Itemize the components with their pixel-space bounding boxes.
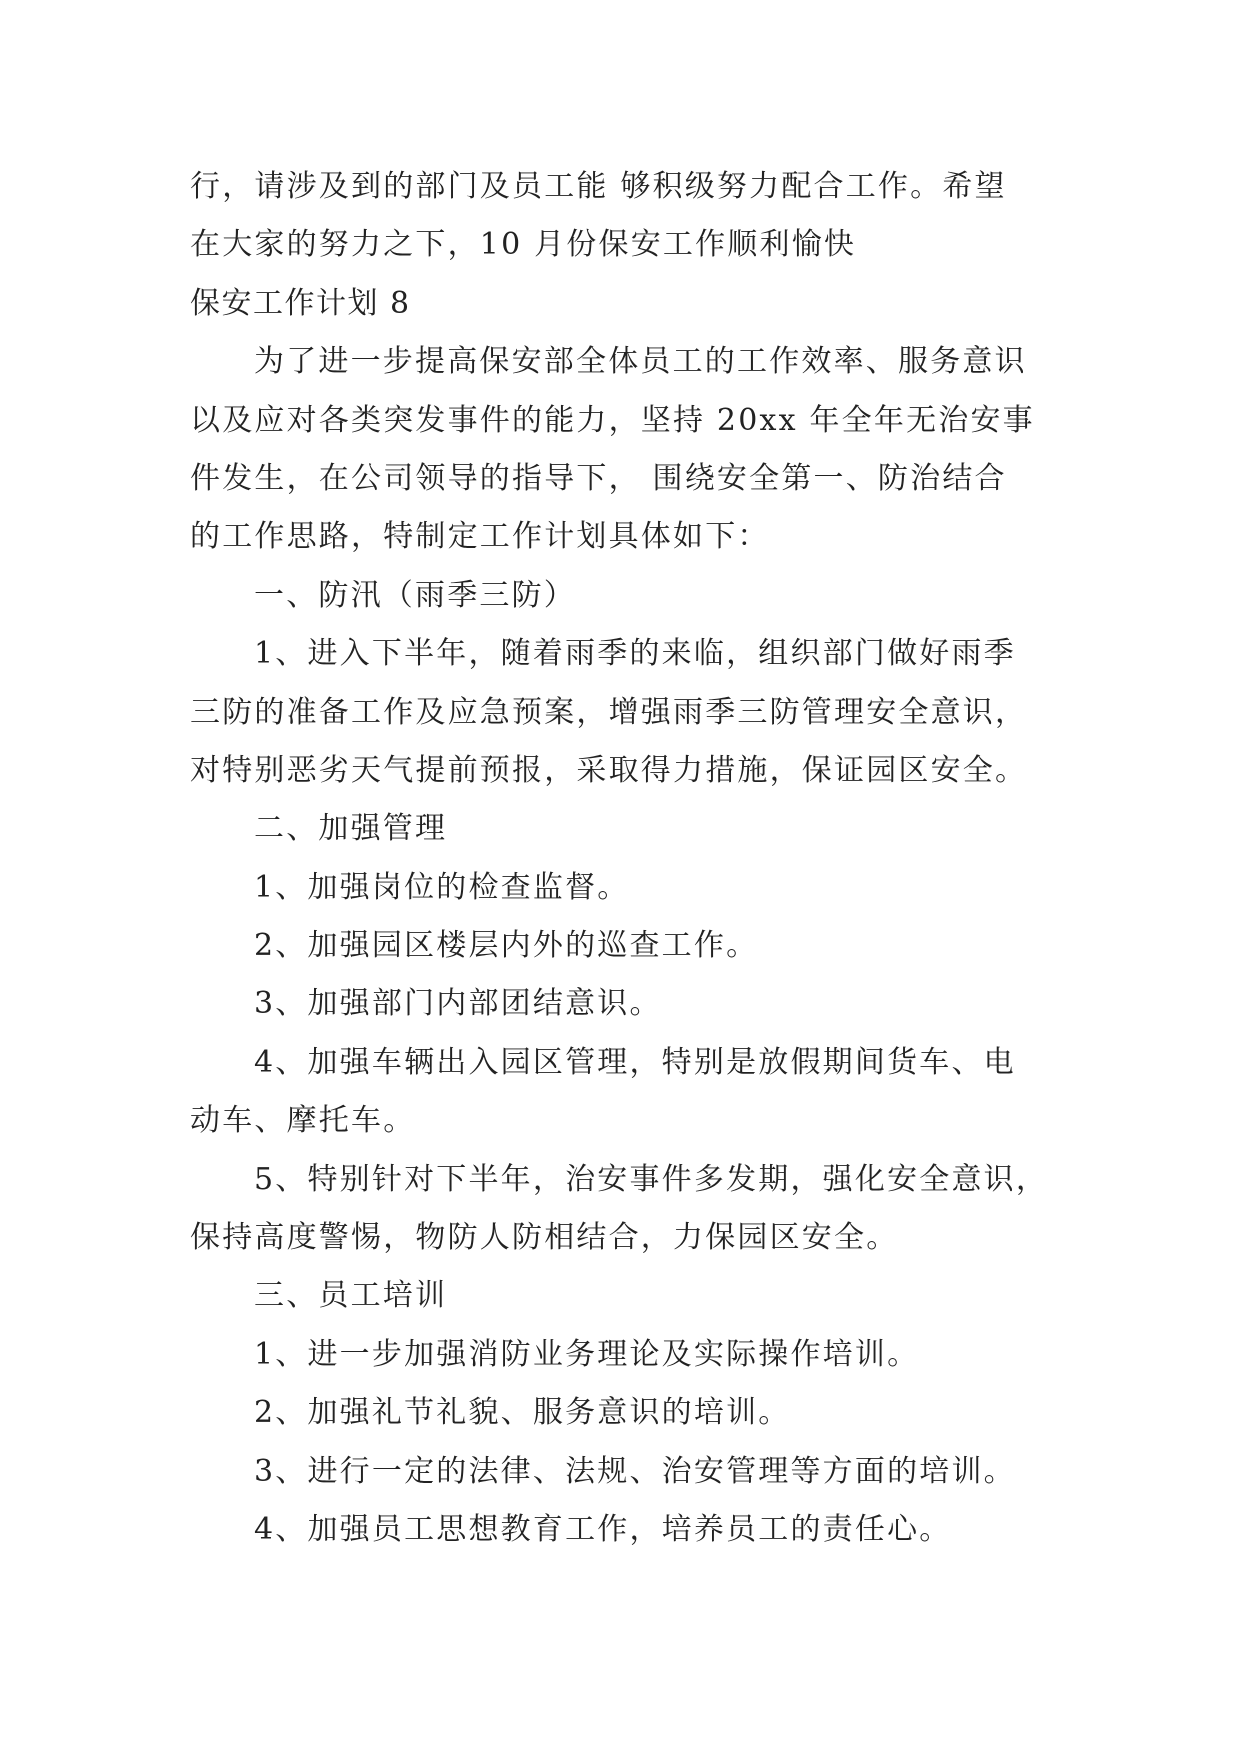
text-line: 行，请涉及到的部门及员工能 够积级努力配合工作。希望 xyxy=(190,169,1007,204)
document-body xyxy=(190,158,1070,1559)
list-item: 4、加强车辆出入园区管理，特别是放假期间货车、电 xyxy=(254,1044,1016,1080)
subheading-training: 三、员工培训 xyxy=(254,1278,448,1314)
section-title: 保安工作计划 8 xyxy=(190,285,411,321)
subheading-flood-control: 一、防汛（雨季三防） xyxy=(254,577,576,613)
list-item: 3、进行一定的法律、法规、治安管理等方面的培训。 xyxy=(254,1453,1016,1489)
text-line: 在大家的努力之下，10 月份保安工作顺利愉快 xyxy=(190,227,857,263)
text-line: 三防的准备工作及应急预案，增强雨季三防管理安全意识， xyxy=(190,694,1028,730)
paragraph-start: 为了进一步提高保安部全体员工的工作效率、服务意识 xyxy=(254,344,1027,380)
text-line: 的工作思路，特制定工作计划具体如下： xyxy=(190,519,770,555)
text-line: 动车、摩托车。 xyxy=(190,1103,416,1139)
text-line: 对特别恶劣天气提前预报，采取得力措施，保证园区安全。 xyxy=(190,752,1028,788)
list-item: 1、加强岗位的检查监督。 xyxy=(254,869,630,905)
list-item: 5、特别针对下半年，治安事件多发期，强化安全意识， xyxy=(254,1161,1049,1197)
text-line: 保持高度警惕，物防人防相结合，力保园区安全。 xyxy=(190,1220,899,1256)
list-item: 1、进入下半年，随着雨季的来临，组织部门做好雨季 xyxy=(254,636,1016,672)
list-item: 2、加强礼节礼貌、服务意识的培训。 xyxy=(254,1395,791,1431)
list-item: 2、加强园区楼层内外的巡查工作。 xyxy=(254,928,759,964)
text-line: 件发生，在公司领导的指导下， 围绕安全第一、防治结合 xyxy=(190,460,1007,496)
list-item: 1、进一步加强消防业务理论及实际操作培训。 xyxy=(254,1336,920,1372)
list-item: 3、加强部门内部团结意识。 xyxy=(254,986,662,1022)
text-line: 以及应对各类突发事件的能力，坚持 20xx 年全年无治安事 xyxy=(190,402,1035,438)
subheading-management: 二、加强管理 xyxy=(254,811,448,847)
list-item: 4、加强员工思想教育工作，培养员工的责任心。 xyxy=(254,1511,952,1547)
